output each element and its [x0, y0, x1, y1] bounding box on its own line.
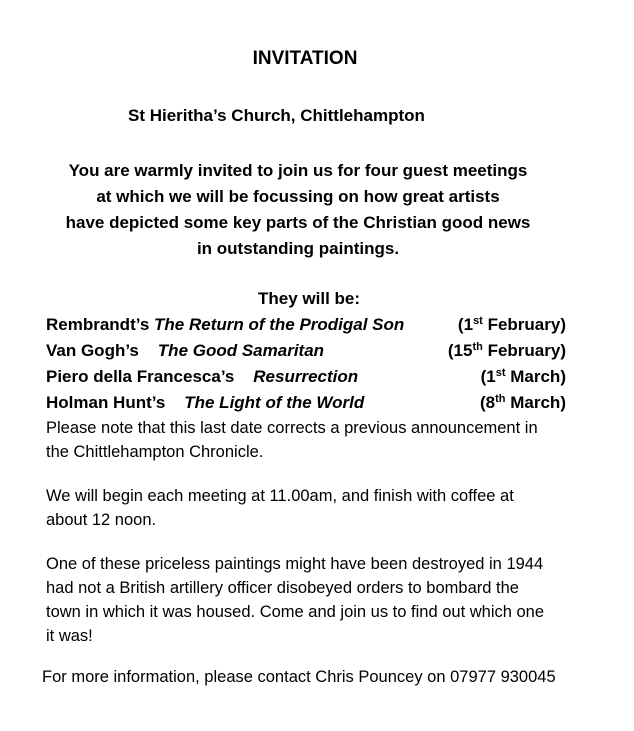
timing-line: We will begin each meeting at 11.00am, and finish with coffee at — [46, 487, 514, 505]
meeting-row — [46, 364, 566, 390]
note-line: the Chittlehampton Chronicle. — [46, 443, 264, 461]
story-line: it was! — [46, 627, 93, 645]
meeting-painting: Resurrection — [253, 367, 359, 386]
meeting-date: (1st March) — [480, 367, 566, 386]
meeting-artist-painting — [46, 312, 404, 338]
story-line: One of these priceless paintings might have been destroyed in 1944 — [46, 555, 544, 573]
contact-line: For more information, please contact Chris Pouncey on 07977 930045 — [42, 668, 556, 686]
intro-line: in outstanding paintings. — [196, 239, 400, 258]
meeting-row — [46, 390, 566, 416]
meeting-painting: The Good Samaritan — [157, 341, 325, 360]
intro-paragraph — [0, 158, 596, 262]
meeting-painting: The Light of the World — [184, 393, 365, 412]
meeting-day: 8 — [485, 393, 496, 412]
meeting-month: February — [487, 341, 561, 360]
story-line: had not a British artillery officer disobeyed orders to bombard the — [46, 579, 519, 597]
timing-paragraph — [46, 484, 586, 532]
meeting-day-suffix: th — [495, 393, 506, 405]
church-name: St Hieritha’s Church, Chittlehampton — [128, 106, 425, 125]
note-line: Please note that this last date corrects a previous announcement in — [46, 419, 538, 437]
meeting-artist-painting — [46, 390, 364, 416]
story-paragraph — [46, 552, 586, 648]
meeting-month: February — [487, 315, 561, 334]
meeting-artist-painting — [46, 364, 358, 390]
intro-line: at which we will be focussing on how great artists — [96, 187, 500, 206]
meeting-artist: Rembrandt’s — [46, 315, 150, 334]
meeting-row — [46, 338, 566, 364]
meeting-artist: Van Gogh’s — [46, 341, 139, 360]
timing-line: about 12 noon. — [46, 511, 157, 529]
story-line: town in which it was housed. Come and join us to find out which one — [46, 603, 545, 621]
meeting-day: 1 — [463, 315, 474, 334]
meeting-day-suffix: th — [472, 341, 483, 353]
they-will-be-heading: They will be: — [258, 289, 361, 308]
intro-line: You are warmly invited to join us for four guest meetings — [68, 161, 528, 180]
meeting-date: (15th February) — [447, 341, 566, 360]
meeting-day-suffix: st — [473, 315, 483, 327]
meeting-month: March — [510, 367, 561, 386]
meeting-date: (1st February) — [457, 315, 566, 334]
note-paragraph — [46, 416, 586, 464]
meeting-artist-painting — [46, 338, 324, 364]
meeting-date: (8th March) — [479, 393, 566, 412]
meeting-day-suffix: st — [495, 367, 506, 379]
meeting-day: 15 — [453, 341, 473, 360]
meeting-artist: Piero della Francesca’s — [46, 367, 235, 386]
meeting-painting: The Return of the Prodigal Son — [154, 315, 405, 334]
meeting-row — [46, 312, 566, 338]
meeting-day: 1 — [486, 367, 496, 386]
meeting-month: March — [510, 393, 561, 412]
meeting-artist: Holman Hunt’s — [46, 393, 166, 412]
intro-line: have depicted some key parts of the Christian good news — [65, 213, 531, 232]
invitation-title: INVITATION — [252, 48, 358, 69]
